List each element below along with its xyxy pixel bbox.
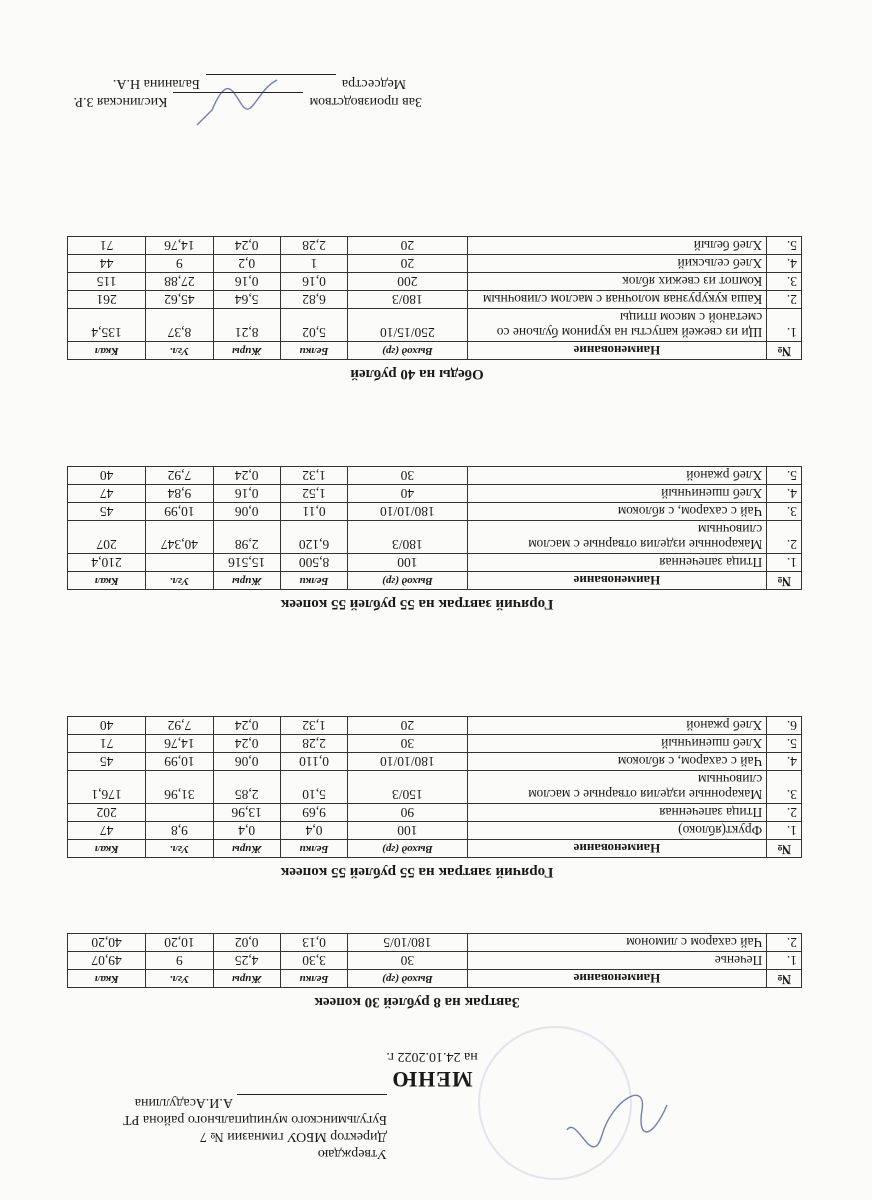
table-header-row: [68, 572, 802, 590]
cell-no: 3.: [767, 503, 802, 521]
column-header-output: Выход (гр): [348, 572, 467, 590]
cell-fat: 2,98: [213, 521, 280, 554]
menu-date: на 24.10.2022 г.: [386, 1049, 478, 1064]
cell-protein: 5,02: [280, 309, 347, 342]
table-row: [68, 485, 802, 503]
cell-no: 5.: [767, 735, 802, 753]
cell-kcal: 45: [68, 503, 146, 521]
cell-protein: 0,4: [280, 822, 347, 840]
cell-protein: 3,30: [280, 952, 347, 970]
head-name: Кислинская З.Р.: [73, 94, 168, 109]
nurse-label: Медсестра: [341, 76, 406, 91]
cell-carbs: 8,37: [146, 309, 213, 342]
cell-output: 180/10/10: [348, 503, 467, 521]
column-header-no: №: [767, 970, 802, 988]
cell-no: 4.: [767, 485, 802, 503]
table-row: [68, 934, 802, 952]
column-header-fat: Жиры: [213, 342, 280, 360]
cell-kcal: 71: [68, 735, 146, 753]
column-header-protein: Белки: [280, 840, 347, 858]
column-header-carbs: Угл.: [146, 970, 213, 988]
footer-signatures: [22, 74, 422, 110]
page-title: МЕНЮ: [391, 1067, 473, 1092]
table-row: [68, 291, 802, 309]
cell-protein: 0,11: [280, 503, 347, 521]
cell-protein: 0,13: [280, 934, 347, 952]
column-header-no: №: [767, 840, 802, 858]
table-row: [68, 521, 802, 554]
cell-kcal: 176,1: [68, 771, 146, 804]
column-header-protein: Белки: [280, 572, 347, 590]
cell-output: 100: [348, 554, 467, 572]
cell-no: 2.: [767, 521, 802, 554]
column-header-name: Наименование: [467, 342, 767, 360]
column-header-no: №: [767, 572, 802, 590]
cell-fat: 8,21: [213, 309, 280, 342]
cell-carbs: 45,62: [146, 291, 213, 309]
table-row: [68, 309, 802, 342]
cell-protein: 0,110: [280, 753, 347, 771]
cell-no: 2.: [767, 291, 802, 309]
signature-line: [237, 1094, 387, 1107]
cell-protein: 1,52: [280, 485, 347, 503]
cell-name: Компот из свежих яблок: [467, 273, 767, 291]
cell-name: Чай с сахаром, с яблоком: [467, 503, 767, 521]
cell-output: 180/10/10: [348, 753, 467, 771]
cell-fat: 0,24: [213, 237, 280, 255]
cell-fat: 13,96: [213, 804, 280, 822]
cell-name: Чай с сахаром, с яблоком: [467, 753, 767, 771]
table-row: [68, 554, 802, 572]
cell-no: 2.: [767, 804, 802, 822]
approval-signer: А.И.Асадуллина: [134, 1095, 233, 1110]
section-title-hot-breakfast-1: Горячий завтрак на 55 рублей 55 копеек: [280, 864, 554, 880]
cell-output: 40: [348, 485, 467, 503]
cell-name: Фрукт(яблоко): [467, 822, 767, 840]
cell-name: Каша кукурузная молочная с маслом сливочным: [467, 291, 767, 309]
cell-no: 6.: [767, 717, 802, 735]
column-header-output: Выход (гр): [348, 840, 467, 858]
cell-protein: 1: [280, 255, 347, 273]
cell-fat: 5,64: [213, 291, 280, 309]
approval-block: [37, 1094, 387, 1162]
cell-carbs: [146, 804, 213, 822]
column-header-kcal: Ккал: [68, 840, 146, 858]
cell-kcal: 49,07: [68, 952, 146, 970]
menu-table-breakfast: [67, 933, 802, 988]
cell-carbs: 27,88: [146, 273, 213, 291]
cell-carbs: 10,99: [146, 503, 213, 521]
cell-fat: 0,16: [213, 273, 280, 291]
cell-protein: 0,16: [280, 273, 347, 291]
cell-name: Чай сахаром с лимоном: [467, 934, 767, 952]
section-title-lunch: Обеды на 40 рублей: [350, 366, 484, 382]
cell-kcal: 47: [68, 485, 146, 503]
cell-no: 3.: [767, 771, 802, 804]
cell-no: 4.: [767, 255, 802, 273]
cell-kcal: 40: [68, 467, 146, 485]
table-row: [68, 735, 802, 753]
section-title-hot-breakfast-2: Горячий завтрак на 55 рублей 55 копеек: [280, 596, 554, 612]
cell-name: Хлеб ржаной: [467, 467, 767, 485]
column-header-carbs: Угл.: [146, 572, 213, 590]
menu-table-lunch: [67, 236, 802, 360]
column-header-output: Выход (гр): [348, 970, 467, 988]
cell-output: 180/3: [348, 521, 467, 554]
cell-fat: 0,2: [213, 255, 280, 273]
column-header-output: Выход (гр): [348, 342, 467, 360]
cell-fat: 0,06: [213, 753, 280, 771]
column-header-kcal: Ккал: [68, 970, 146, 988]
cell-name: Макаронные изделия отварные с маслом сливочным: [467, 771, 767, 804]
table-row: [68, 717, 802, 735]
column-header-name: Наименование: [467, 840, 767, 858]
cell-kcal: 47: [68, 822, 146, 840]
column-header-carbs: Угл.: [146, 342, 213, 360]
cell-output: 30: [348, 952, 467, 970]
table-row: [68, 503, 802, 521]
cell-name: Хлеб ржаной: [467, 717, 767, 735]
cell-output: 250/15/10: [348, 309, 467, 342]
cell-protein: 9,69: [280, 804, 347, 822]
menu-table-hot-breakfast-1: [67, 716, 802, 858]
column-header-protein: Белки: [280, 342, 347, 360]
menu-table-hot-breakfast-2: [67, 466, 802, 590]
column-header-fat: Жиры: [213, 970, 280, 988]
table-header-row: [68, 840, 802, 858]
cell-protein: 6,120: [280, 521, 347, 554]
cell-name: Щи из свежей капусты на курином бульоне со сметаной с мясом птицы: [467, 309, 767, 342]
cell-fat: 0,06: [213, 503, 280, 521]
column-header-carbs: Угл.: [146, 840, 213, 858]
cell-carbs: 7,92: [146, 717, 213, 735]
cell-kcal: 261: [68, 291, 146, 309]
cell-no: 1.: [767, 952, 802, 970]
cell-name: Печенье: [467, 952, 767, 970]
cell-fat: 2,85: [213, 771, 280, 804]
column-header-kcal: Ккал: [68, 342, 146, 360]
column-header-no: №: [767, 342, 802, 360]
cell-no: 2.: [767, 934, 802, 952]
cell-protein: 1,32: [280, 467, 347, 485]
cell-protein: 6,82: [280, 291, 347, 309]
cell-fat: 0,24: [213, 735, 280, 753]
cell-output: 200: [348, 273, 467, 291]
cell-carbs: 10,20: [146, 934, 213, 952]
cell-no: 5.: [767, 467, 802, 485]
cell-output: 30: [348, 467, 467, 485]
cell-name: Хлеб сельский: [467, 255, 767, 273]
cell-fat: 4,25: [213, 952, 280, 970]
cell-output: 180/3: [348, 291, 467, 309]
cell-fat: 0,02: [213, 934, 280, 952]
table-row: [68, 255, 802, 273]
cell-carbs: [146, 554, 213, 572]
table-header-row: [68, 970, 802, 988]
cell-no: 4.: [767, 753, 802, 771]
nurse-sign-line: [206, 74, 336, 87]
table-row: [68, 467, 802, 485]
cell-kcal: 71: [68, 237, 146, 255]
table-header-row: [68, 342, 802, 360]
approval-line-2: Директор МБОУ гимназии № 7: [199, 1129, 387, 1144]
cell-kcal: 45: [68, 753, 146, 771]
cell-fat: 15,516: [213, 554, 280, 572]
cell-kcal: 40,20: [68, 934, 146, 952]
column-header-name: Наименование: [467, 970, 767, 988]
cell-protein: 2,28: [280, 735, 347, 753]
column-header-fat: Жиры: [213, 840, 280, 858]
cell-carbs: 10,99: [146, 753, 213, 771]
cell-name: Хлеб пшеничный: [467, 735, 767, 753]
column-header-kcal: Ккал: [68, 572, 146, 590]
cell-kcal: 40: [68, 717, 146, 735]
column-header-protein: Белки: [280, 970, 347, 988]
cell-carbs: 7,92: [146, 467, 213, 485]
cell-protein: 5,10: [280, 771, 347, 804]
head-label: Зав производством: [309, 94, 422, 109]
table-row: [68, 771, 802, 804]
cell-carbs: 9: [146, 255, 213, 273]
cell-no: 1.: [767, 309, 802, 342]
nurse-name: Баланина Н.А.: [112, 76, 200, 91]
cell-protein: 8,500: [280, 554, 347, 572]
table-row: [68, 273, 802, 291]
table-row: [68, 804, 802, 822]
approval-line-1: Утверждаю: [317, 1146, 387, 1161]
cell-kcal: 210,4: [68, 554, 146, 572]
cell-name: Хлеб пшеничный: [467, 485, 767, 503]
cell-name: Птица запеченная: [467, 804, 767, 822]
cell-carbs: 40,347: [146, 521, 213, 554]
cell-fat: 0,4: [213, 822, 280, 840]
cell-fat: 0,24: [213, 467, 280, 485]
cell-output: 90: [348, 804, 467, 822]
cell-protein: 2,28: [280, 237, 347, 255]
table-row: [68, 822, 802, 840]
column-header-fat: Жиры: [213, 572, 280, 590]
cell-output: 30: [348, 735, 467, 753]
table-row: [68, 753, 802, 771]
cell-output: 150/3: [348, 771, 467, 804]
cell-no: 3.: [767, 273, 802, 291]
cell-carbs: 9,84: [146, 485, 213, 503]
cell-kcal: 135,4: [68, 309, 146, 342]
cell-no: 5.: [767, 237, 802, 255]
cell-kcal: 202: [68, 804, 146, 822]
cell-kcal: 207: [68, 521, 146, 554]
section-title-breakfast: Завтрак на 8 рублей 30 копеек: [314, 994, 520, 1010]
cell-name: Макаронные изделия отварные с маслом сливочным: [467, 521, 767, 554]
table-row: [68, 952, 802, 970]
cell-name: Хлеб белый: [467, 237, 767, 255]
cell-carbs: 14,76: [146, 735, 213, 753]
cell-fat: 0,24: [213, 717, 280, 735]
column-header-name: Наименование: [467, 572, 767, 590]
cell-carbs: 14,76: [146, 237, 213, 255]
cell-kcal: 115: [68, 273, 146, 291]
cell-output: 20: [348, 255, 467, 273]
cell-fat: 0,16: [213, 485, 280, 503]
cell-no: 1.: [767, 554, 802, 572]
cell-output: 180/10/5: [348, 934, 467, 952]
cell-name: Птица запеченная: [467, 554, 767, 572]
cell-carbs: 31,96: [146, 771, 213, 804]
cell-protein: 1,32: [280, 717, 347, 735]
cell-output: 20: [348, 717, 467, 735]
cell-output: 100: [348, 822, 467, 840]
cell-carbs: 9: [146, 952, 213, 970]
cell-output: 20: [348, 237, 467, 255]
cell-carbs: 9,8: [146, 822, 213, 840]
table-row: [68, 237, 802, 255]
approval-line-3: Бугульминского муниципального района РТ: [122, 1112, 387, 1127]
cell-kcal: 44: [68, 255, 146, 273]
head-sign-line: [173, 92, 303, 105]
cell-no: 1.: [767, 822, 802, 840]
